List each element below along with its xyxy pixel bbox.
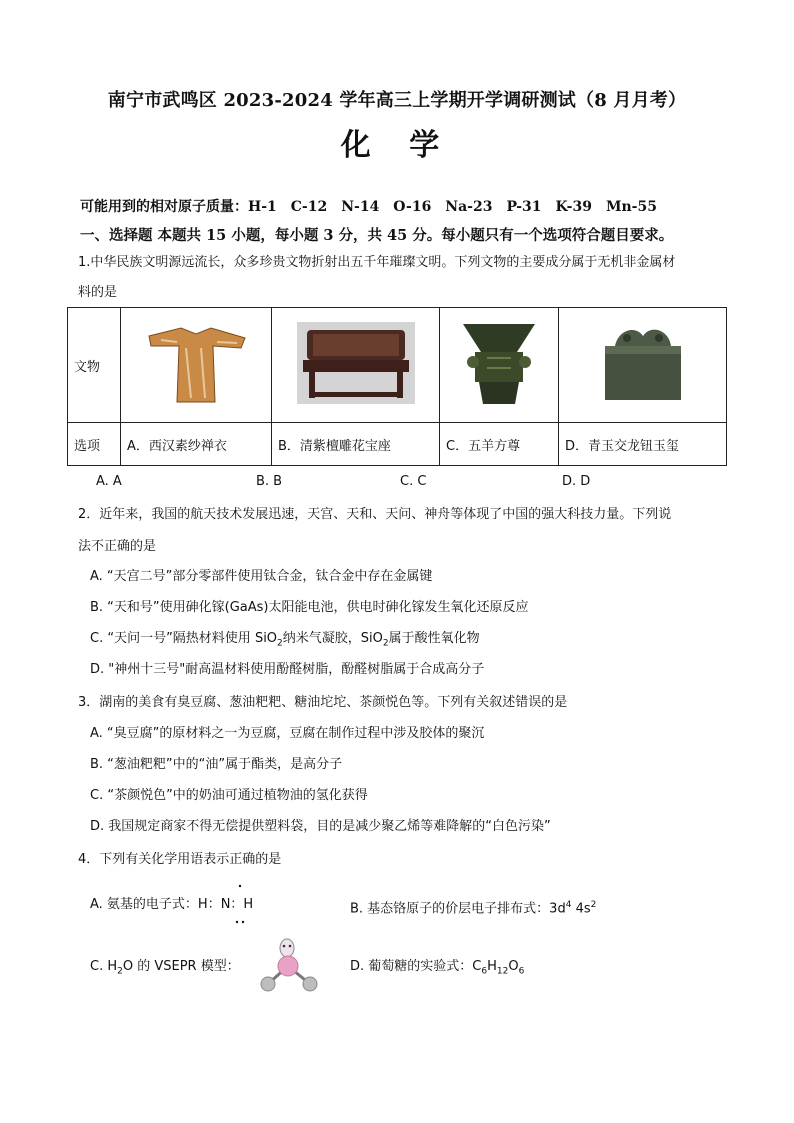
q1-choice-a[interactable]: A. A (96, 474, 122, 489)
q4-stem: 4．下列有关化学用语表示正确的是 (78, 852, 282, 867)
subscript-2: 2 (277, 638, 283, 649)
options-row-label: 选项 (68, 423, 121, 466)
section-heading: 一、选择题 本题共 15 小题，每小题 3 分，共 45 分。每小题只有一个选项符合题目要求。 (80, 227, 674, 244)
atomic-masses: 可能用到的相对原子质量：H-1 C-12 N-14 O-16 Na-23 P-31 K-39 Mn-55 (80, 199, 657, 215)
relic-option-b: B．清紫檀雕花宝座 (272, 423, 440, 466)
relic-image-c (440, 308, 559, 423)
q4-option-b[interactable] (350, 896, 596, 918)
relic-option-d: D．青玉交龙钮玉玺 (559, 423, 727, 466)
q4-option-d-o: O (508, 959, 519, 974)
q1-choice-d[interactable]: D. D (562, 474, 591, 489)
q4-option-d-text: D. 葡萄糖的实验式：C (350, 959, 482, 974)
relic-option-c: C．五羊方尊 (440, 423, 559, 466)
subscript-6: 6 (481, 966, 488, 977)
q2-option-d[interactable]: D. "神州十三号"耐高温材料使用酚醛树脂，酚醛树脂属于合成高分子 (90, 662, 485, 677)
subject-title: 化 学 (340, 128, 454, 163)
q1-choice-b[interactable]: B. B (256, 474, 283, 489)
q2-option-c-part2: 纳米气凝胶，SiO (282, 631, 383, 646)
q4-option-b-text: B. 基态铬原子的价层电子排布式：3d (350, 901, 566, 917)
subscript-6: 6 (518, 966, 525, 977)
q4-option-b-4s: 4s (575, 901, 591, 917)
q1-stem-line1: 1.中华民族文明源远流长，众多珍贵文物折射出五千年璀璨文明。下列文物的主要成分属于无机非金属材 (78, 255, 676, 270)
q2-stem-line2: 法不正确的是 (78, 539, 157, 554)
q2-option-a[interactable]: A. “天宫二号”部分零部件使用钛合金，钛合金中存在金属键 (90, 569, 433, 584)
bronze-zun-image (457, 318, 541, 408)
q2-option-b[interactable]: B. “天和号”使用砷化镓(GaAs)太阳能电池，供电时砷化镓发生氧化还原反应 (90, 600, 529, 615)
q3-option-d[interactable]: D. 我国规定商家不得无偿提供塑料袋，目的是减少聚乙烯等难降解的“白色污染” (90, 819, 551, 834)
q4-option-d-h: H (487, 959, 497, 974)
subscript-2: 2 (117, 966, 123, 977)
subscript-12: 12 (496, 966, 509, 977)
q4-option-d[interactable] (350, 958, 524, 981)
lone-pair-dots (230, 880, 250, 930)
throne-image (297, 322, 415, 404)
relic-image-b (272, 308, 440, 423)
q2-option-c-part1: C. “天问一号”隔热材料使用 SiO (90, 631, 278, 646)
q4-option-c-text: O 的 VSEPR 模型： (122, 959, 240, 974)
q4-option-a[interactable] (90, 896, 253, 914)
superscript-2: 2 (590, 900, 597, 910)
q1-choice-c[interactable]: C. C (400, 474, 427, 489)
relic-image-a (121, 308, 272, 423)
q2-option-c[interactable] (90, 630, 480, 653)
vsepr-model-image (254, 936, 324, 994)
exam-title: 南宁市武鸣区 2023-2024 学年高三上学期开学调研测试（8 月月考） (107, 90, 687, 111)
q1-stem-line2: 料的是 (78, 285, 118, 300)
q3-option-a[interactable]: A. “臭豆腐”的原材料之一为豆腐，豆腐在制作过程中涉及胶体的聚沉 (90, 726, 485, 741)
silk-robe-image (141, 318, 251, 408)
q2-option-c-part3: 属于酸性氧化物 (388, 631, 480, 646)
subscript-2: 2 (382, 638, 389, 649)
q3-option-c[interactable]: C. “茶颜悦色”中的奶油可通过植物油的氢化获得 (90, 788, 368, 803)
q3-option-b[interactable]: B. “葱油粑粑”中的“油”属于酯类，是高分子 (90, 757, 343, 772)
q4-option-a-text: A. 氨基的电子式：H：N：H (90, 897, 254, 912)
q2-stem-line1: 2．近年来，我国的航天技术发展迅速，天宫、天和、天问、神舟等体现了中国的强大科技力量。下列说 (78, 507, 672, 522)
q3-stem: 3．湖南的美食有臭豆腐、葱油粑粑、糖油坨坨、茶颜悦色等。下列有关叙述错误的是 (78, 695, 568, 710)
superscript-4: 4 (565, 900, 572, 910)
q4-option-c-h: C. H (90, 959, 118, 974)
relics-table (67, 307, 727, 466)
relic-option-a: A．西汉素纱禅衣 (121, 423, 272, 466)
jade-seal-image (593, 322, 693, 404)
relics-row-label: 文物 (68, 308, 121, 423)
relic-image-d (559, 308, 727, 423)
q4-option-c[interactable] (90, 958, 240, 981)
